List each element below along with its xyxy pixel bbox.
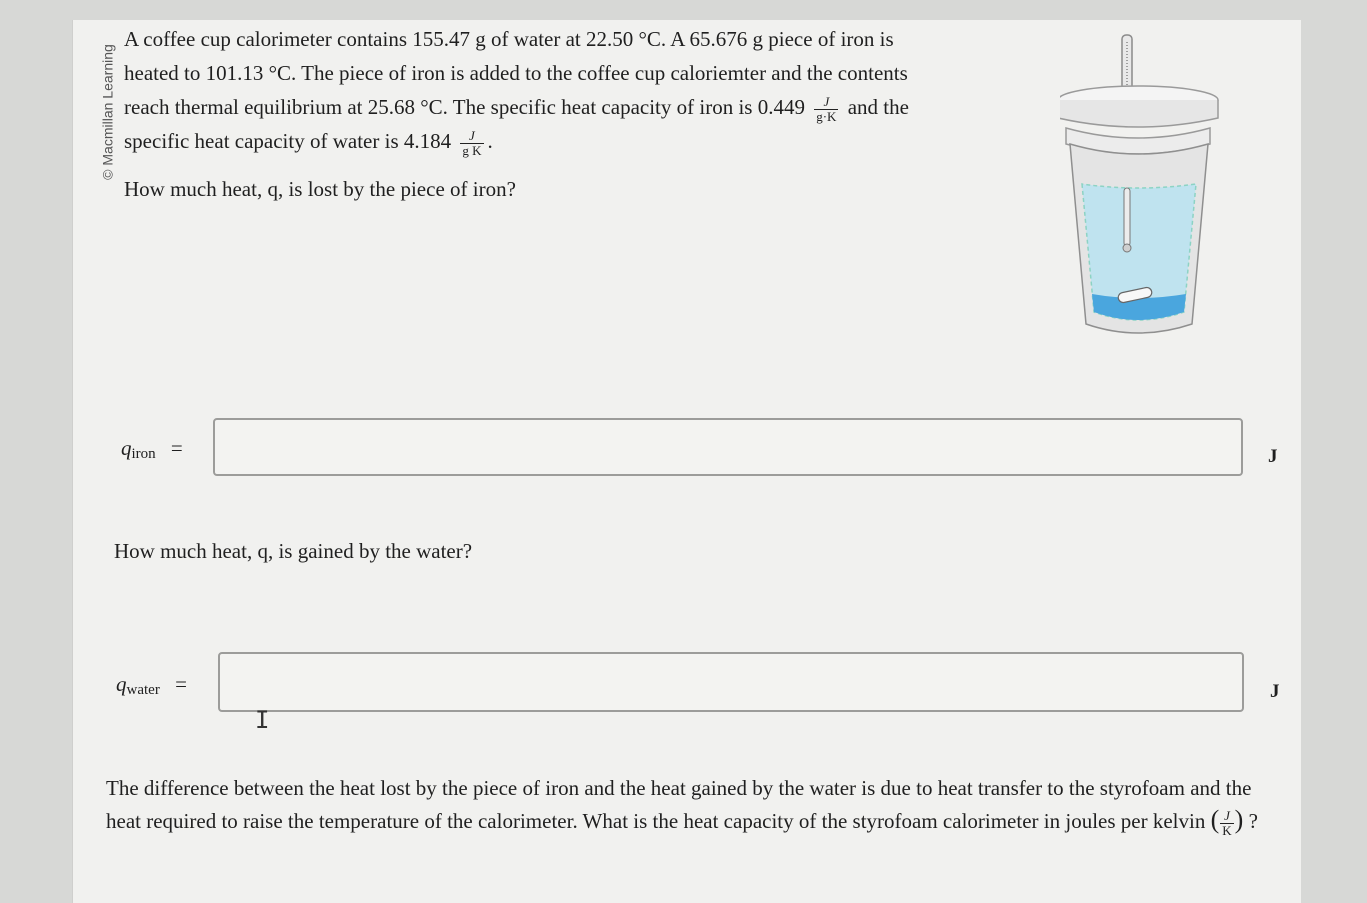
q-water-input[interactable]: [218, 652, 1244, 712]
problem-line-1: A coffee cup calorimeter contains 155.47 g of water at 22.50 °C. A 65.676 g piece of iron is: [124, 27, 894, 51]
calorimeter-icon: [1060, 32, 1240, 347]
water-heat-unit: $\frac{J}{\text{g K}}$: [462, 127, 482, 158]
problem-line-4: specific heat capacity of water is 4.184 $\frac{J}{\text{g K}}$ .: [124, 127, 493, 158]
q-water-label: $q_{water}$ =: [116, 672, 187, 698]
question-iron-heat: How much heat, q, is lost by the piece of iron?: [124, 177, 516, 201]
q-iron-input[interactable]: [213, 418, 1243, 476]
heat-capacity-unit: $\frac{J}{K}$: [1222, 807, 1232, 838]
q-iron-label: $q_{iron}$ =: [121, 436, 183, 462]
problem-line-3: reach thermal equilibrium at 25.68 °C. The specific heat capacity of iron is 0.449 $\frac{J}{g\cdot K}$ and the: [124, 93, 909, 124]
q-water-unit: J: [1270, 681, 1280, 702]
text-cursor-icon: I: [255, 706, 270, 734]
problem-line-2: heated to 101.13 °C. The piece of iron is added to the coffee cup caloriemter and the contents: [124, 61, 908, 85]
iron-heat-unit: $\frac{J}{g\cdot K}$: [816, 93, 837, 124]
problem-statement: [124, 22, 984, 158]
copyright-notice: © Macmillan Learning: [99, 44, 116, 180]
question-heat-capacity: The difference between the heat lost by the piece of iron and the heat gained by the water is due to heat transfer to the styrofoam and the heat required to raise the temperature of the calorimeter. What is the heat capacity of the styrofoam calorimeter in joules per kelvin ( $\frac{J}{K}$ ) ?: [106, 776, 1258, 838]
q-iron-unit: J: [1268, 446, 1278, 467]
question-water-heat: How much heat, q, is gained by the water?: [114, 539, 473, 563]
